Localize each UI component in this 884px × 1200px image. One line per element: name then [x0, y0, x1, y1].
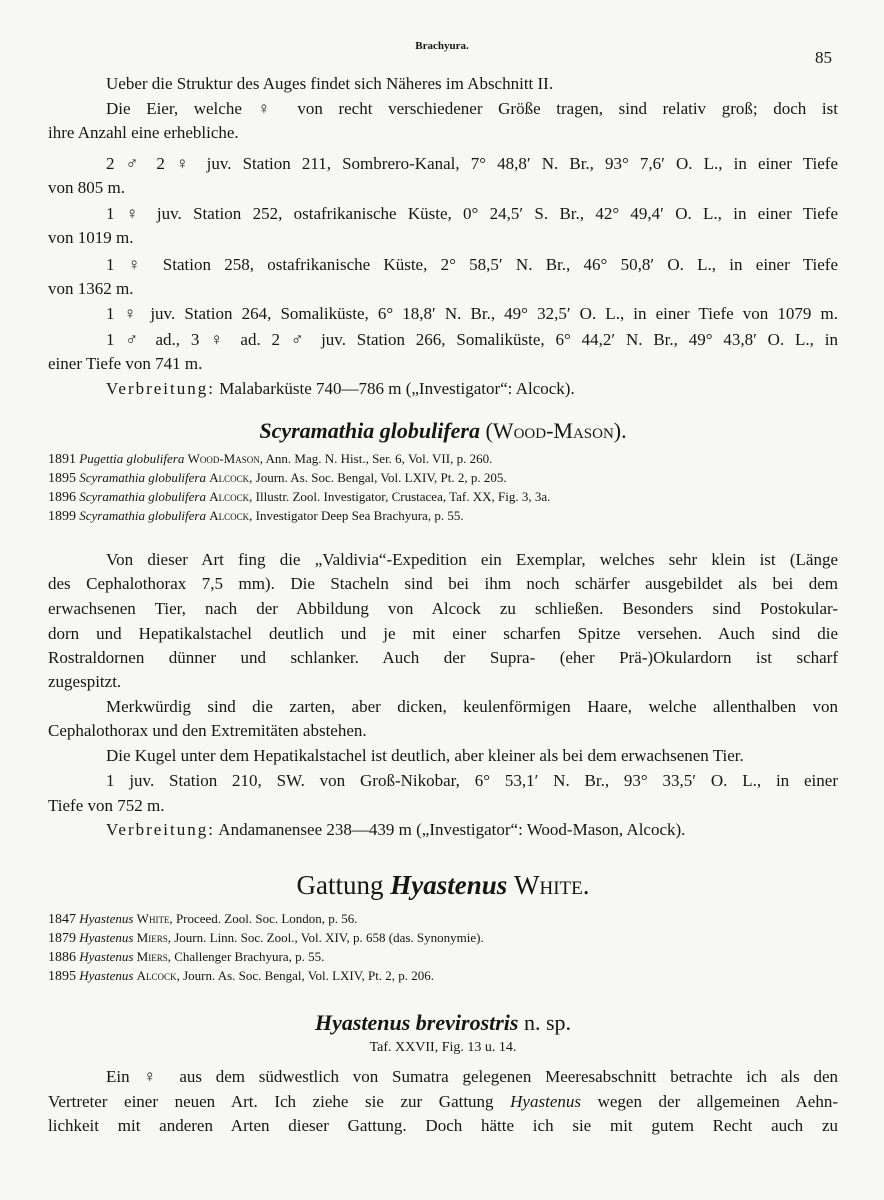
- synonymy-entry: 1886 Hyastenus Miers, Challenger Brachyura, p. 55.: [48, 949, 325, 965]
- distribution-text: Malabarküste 740—786 m („Investigator“: Alcock).: [219, 379, 575, 398]
- species-name: Scyramathia globulifera: [259, 418, 480, 443]
- distribution-1: [48, 377, 884, 400]
- distribution-label: Verbreitung:: [106, 820, 215, 839]
- synonymy-entry: 1896 Scyramathia globulifera Alcock, Illustr. Zool. Investigator, Crustacea, Taf. XX, Fig. 3, 3a.: [48, 489, 551, 505]
- description-line: dorn und Hepatikalstachel deutlich und je mit einer scharfen Spitze versehen. Auch sind die: [48, 624, 838, 643]
- record-3-line2: von 1362 m.: [48, 279, 134, 298]
- record-5-line1: 1 ♂ ad., 3 ♀ ad. 2 ♂ juv. Station 266, Somaliküste, 6° 44,2′ N. Br., 49° 43,8′ O. L., in: [106, 330, 838, 349]
- synonymy-entry: 1895 Hyastenus Alcock, Journ. As. Soc. Bengal, Vol. LXIV, Pt. 2, p. 206.: [48, 968, 435, 984]
- paragraph-eye-structure: Ueber die Struktur des Auges findet sich Näheres im Abschnitt II.: [106, 74, 554, 93]
- synonymy-entry: 1899 Scyramathia globulifera Alcock, Investigator Deep Sea Brachyura, p. 55.: [48, 508, 464, 524]
- paragraph-eggs-line1: Die Eier, welche ♀ von recht verschiedener Größe tragen, sind relativ groß; doch ist: [106, 99, 838, 118]
- distribution-2: [48, 818, 884, 841]
- record-5-line2: einer Tiefe von 741 m.: [48, 354, 203, 373]
- distribution-label: Verbreitung:: [106, 379, 215, 398]
- description-line: Ein ♀ aus dem südwestlich von Sumatra gelegenen Meeresabschnitt betrachte ich als den: [106, 1067, 838, 1086]
- species-author: (Wood-Mason).: [485, 418, 627, 443]
- synonymy-list-scyramathia: [48, 450, 838, 526]
- description-line: Vertreter einer neuen Art. Ich ziehe sie zur Gattung Hyastenus wegen der allgemeinen Aehn-: [48, 1092, 839, 1111]
- species-heading-hyastenus-brevirostris: [48, 1010, 838, 1036]
- description-line: erwachsenen Tier, nach der Abbildung von Alcock zu schließen. Besonders sind Postokular-: [48, 599, 838, 618]
- genus-prefix: Gattung: [296, 870, 384, 900]
- description-line: Die Kugel unter dem Hepatikalstachel ist deutlich, aber kleiner als bei dem erwachsenen Tier.: [106, 746, 744, 765]
- running-head: Brachyura.: [415, 40, 469, 52]
- synonymy-entry: 1879 Hyastenus Miers, Journ. Linn. Soc. Zool., Vol. XIV, p. 658 (das. Synonymie).: [48, 930, 484, 946]
- description-line: lichkeit mit anderen Arten dieser Gattung. Doch hätte ich sie mit gutem Recht auch zu: [48, 1116, 838, 1135]
- record-line: 1 juv. Station 210, SW. von Groß-Nikobar, 6° 53,1′ N. Br., 93° 33,5′ O. L., in einer: [106, 771, 838, 790]
- record-4-line1: 1 ♀ juv. Station 264, Somaliküste, 6° 18,8′ N. Br., 49° 32,5′ O. L., in einer Tiefe von 1079 m.: [106, 304, 838, 323]
- distribution-text: Andamanensee 238—439 m („Investigator“: Wood-Mason, Alcock).: [218, 820, 686, 839]
- genus-heading: [48, 870, 838, 901]
- genus-author: White.: [514, 870, 590, 900]
- record-2-line2: von 1019 m.: [48, 228, 134, 247]
- record-line: Tiefe von 752 m.: [48, 796, 165, 815]
- record-3-line1: 1 ♀ Station 258, ostafrikanische Küste, 2° 58,5′ N. Br., 46° 50,8′ O. L., in einer Tiefe: [106, 255, 838, 274]
- description-line: Von dieser Art fing die „Valdivia“-Expedition ein Exemplar, welches sehr klein ist (Länge: [106, 550, 838, 569]
- paragraph-eggs-line2: ihre Anzahl eine erhebliche.: [48, 123, 239, 142]
- species-name: Hyastenus brevirostris: [314, 1010, 519, 1035]
- page-number: 85: [815, 48, 832, 67]
- description-line: Merkwürdig sind die zarten, aber dicken, keulenförmigen Haare, welche allenthalben von: [106, 697, 838, 716]
- synonymy-entry: 1891 Pugettia globulifera Wood-Mason, Ann. Mag. N. Hist., Ser. 6, Vol. VII, p. 260.: [48, 451, 493, 467]
- synonymy-entry: 1847 Hyastenus White, Proceed. Zool. Soc. London, p. 56.: [48, 911, 358, 927]
- record-1-line2: von 805 m.: [48, 178, 125, 197]
- synonymy-entry: 1895 Scyramathia globulifera Alcock, Journ. As. Soc. Bengal, Vol. LXIV, Pt. 2, p. 205.: [48, 470, 507, 486]
- description-line: des Cephalothorax 7,5 mm). Die Stacheln sind bei ihm noch schärfer ausgebildet als bei dem: [48, 574, 838, 593]
- record-2-line1: 1 ♀ juv. Station 252, ostafrikanische Küste, 0° 24,5′ S. Br., 42° 49,4′ O. L., in einer Tiefe: [106, 204, 838, 223]
- plate-reference: Taf. XXVII, Fig. 13 u. 14.: [369, 1040, 517, 1055]
- genus-name: Hyastenus: [390, 870, 508, 900]
- synonymy-list-hyastenus: [48, 910, 838, 986]
- species-heading-scyramathia: [48, 418, 838, 444]
- description-line: Rostraldornen dünner und schlanker. Auch der Supra- (eher Prä-)Okulardorn ist scharf: [48, 648, 838, 667]
- description-line: Cephalothorax und den Extremitäten abstehen.: [48, 721, 367, 740]
- description-line: zugespitzt.: [48, 672, 122, 691]
- species-suffix: n. sp.: [523, 1010, 572, 1035]
- record-1-line1: 2 ♂ 2 ♀ juv. Station 211, Sombrero-Kanal, 7° 48,8′ N. Br., 93° 7,6′ O. L., in einer Tiefe: [106, 154, 838, 173]
